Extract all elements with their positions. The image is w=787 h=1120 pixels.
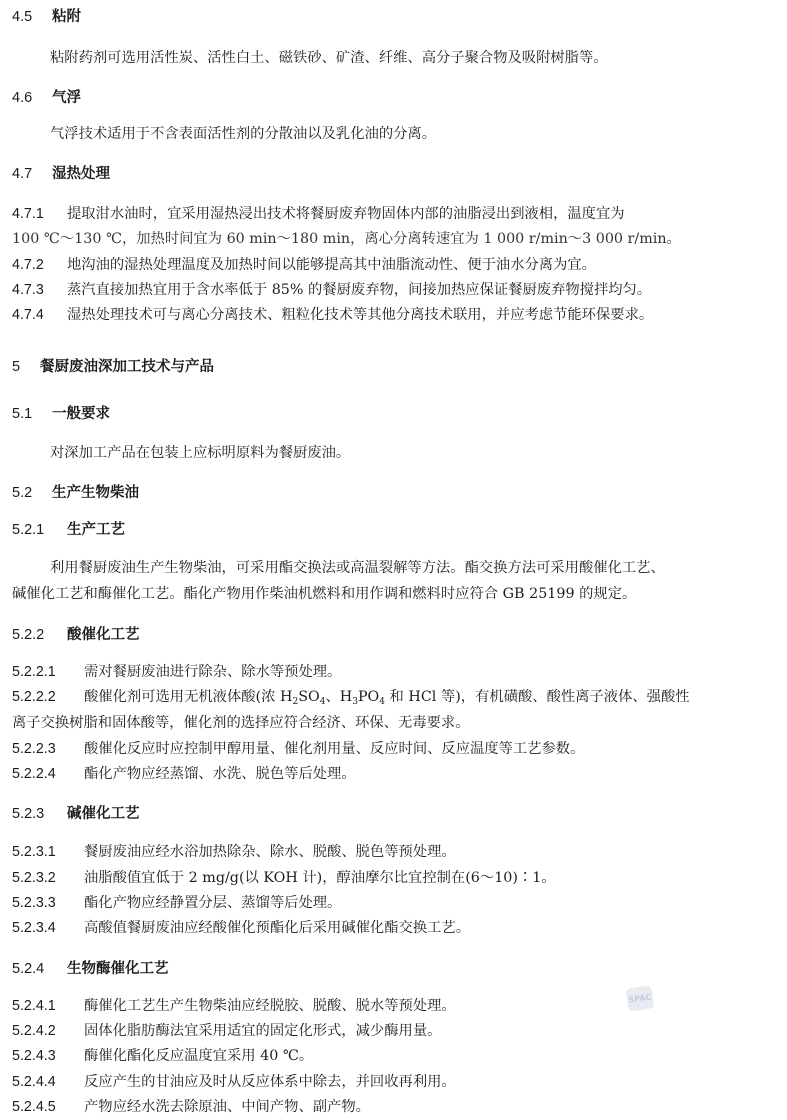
- clause-5-2-3-4: 5.2.3.4 高酸值餐厨废油应经酸催化预酯化后采用碱催化酯交换工艺。: [12, 920, 471, 936]
- paragraph-5-2-1-line1: 利用餐厨废油生产生物柴油，可采用酯交换法或高温裂解等方法。酯交换方法可采用酸催化工艺、: [50, 560, 665, 576]
- heading-4-7: 4.7 湿热处理: [12, 166, 110, 182]
- heading-4-5: 4.5 粘附: [12, 9, 81, 25]
- clause-4-7-4: 4.7.4 湿热处理技术可与离心分离技术、粗粒化技术等其他分离技术联用，并应考虑节能环保要求。: [12, 307, 654, 323]
- heading-5-2-2: 5.2.2 酸催化工艺: [12, 627, 140, 643]
- heading-5-2-3: 5.2.3 碱催化工艺: [12, 806, 140, 822]
- clause-4-7-1: 4.7.1 提取泔水油时，宜采用湿热浸出技术将餐厨废弃物固体内部的油脂浸出到液相，温度宜为: [12, 206, 625, 222]
- clause-5-2-4-4: 5.2.4.4 反应产生的甘油应及时从反应体系中除去，并回收再利用。: [12, 1074, 456, 1090]
- clause-5-2-4-5: 5.2.4.5 产物应经水洗去除原油、中间产物、副产物。: [12, 1099, 370, 1115]
- heading-5-2-1: 5.2.1 生产工艺: [12, 522, 125, 538]
- paragraph-4-6: 气浮技术适用于不含表面活性剂的分散油以及乳化油的分离。: [50, 126, 437, 142]
- clause-4-7-3: 4.7.3 蒸汽直接加热宜用于含水率低于 85% 的餐厨废弃物，间接加热应保证餐厨废弃物搅拌均匀。: [12, 282, 652, 298]
- clause-5-2-2-2: 5.2.2.2 酸催化剂可选用无机液体酸(浓 $H_2SO_4$、$H_3PO_4$ 和 HCl 等)，有机磺酸、酸性离子液体、强酸性: [12, 689, 690, 707]
- clause-5-2-2-3: 5.2.2.3 酸催化反应时应控制甲醇用量、催化剂用量、反应时间、反应温度等工艺参数。: [12, 741, 585, 757]
- heading-5-2-4: 5.2.4 生物酶催化工艺: [12, 961, 169, 977]
- heading-5: 5 餐厨废油深加工技术与产品: [12, 359, 214, 375]
- clause-4-7-1-cont: 100 ℃～130 ℃，加热时间宜为 60 min～180 min，离心分离转速宜为 1 000 r/min～3 000 r/min。: [12, 231, 681, 247]
- clause-5-2-3-2: 5.2.3.2 油脂酸值宜低于 2 mg/g(以 KOH 计)，醇油摩尔比宜控制在(6～10)∶1。: [12, 870, 556, 886]
- watermark-logo: SPAC: [626, 985, 655, 1011]
- heading-5-2: 5.2 生产生物柴油: [12, 485, 139, 501]
- clause-5-2-2-1: 5.2.2.1 需对餐厨废油进行除杂、除水等预处理。: [12, 664, 342, 680]
- paragraph-5-2-1-line2: 碱催化工艺和酶催化工艺。酯化产物用作柴油机燃料和用作调和燃料时应符合 GB 25199 的规定。: [12, 586, 637, 602]
- clause-5-2-4-1: 5.2.4.1 酶催化工艺生产生物柴油应经脱胶、脱酸、脱水等预处理。: [12, 998, 456, 1014]
- clause-4-7-2: 4.7.2 地沟油的湿热处理温度及加热时间以能够提高其中油脂流动性、便于油水分离为宜。: [12, 257, 596, 273]
- clause-5-2-3-1: 5.2.3.1 餐厨废油应经水浴加热除杂、除水、脱酸、脱色等预处理。: [12, 844, 456, 860]
- heading-4-6: 4.6 气浮: [12, 90, 81, 106]
- paragraph-5-1: 对深加工产品在包装上应标明原料为餐厨废油。: [50, 445, 351, 461]
- clause-5-2-4-2: 5.2.4.2 固体化脂肪酶法宜采用适宜的固定化形式，减少酶用量。: [12, 1023, 442, 1039]
- clause-5-2-3-3: 5.2.3.3 酯化产物应经静置分层、蒸馏等后处理。: [12, 895, 342, 911]
- clause-5-2-2-4: 5.2.2.4 酯化产物应经蒸馏、水洗、脱色等后处理。: [12, 766, 356, 782]
- heading-5-1: 5.1 一般要求: [12, 406, 110, 422]
- paragraph-4-5: 粘附药剂可选用活性炭、活性白土、磁铁砂、矿渣、纤维、高分子聚合物及吸附树脂等。: [50, 50, 608, 66]
- clause-5-2-2-2-cont: 离子交换树脂和固体酸等，催化剂的选择应符合经济、环保、无毒要求。: [12, 715, 470, 731]
- clause-5-2-4-3: 5.2.4.3 酶催化酯化反应温度宜采用 40 ℃。: [12, 1048, 314, 1064]
